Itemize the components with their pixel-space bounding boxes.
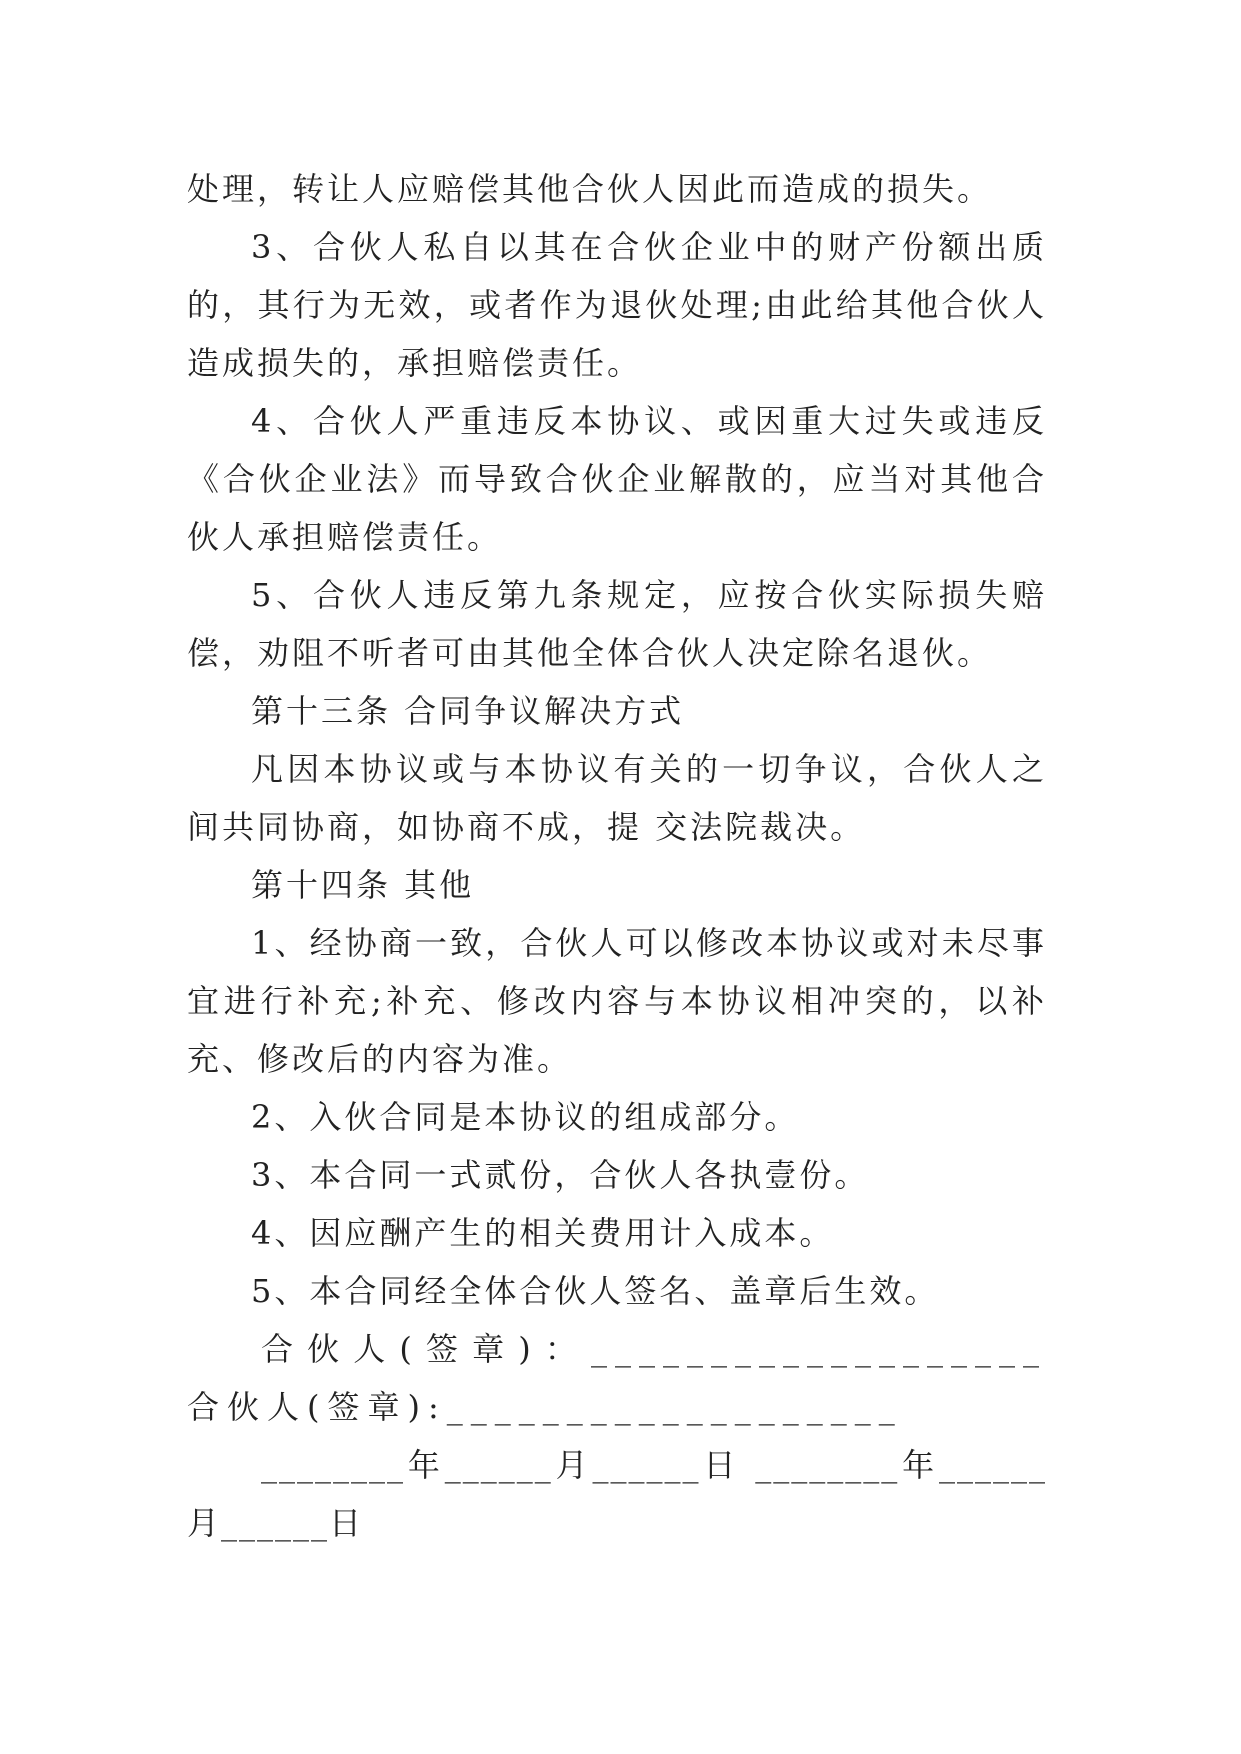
- paragraph-other-4: 4、因应酬产生的相关费用计入成本。: [251, 1214, 835, 1252]
- paragraph-item-5: 5、合伙人违反第九条规定，应按合伙实际损失赔偿，劝阻不听者可由其他全体合伙人决定除名退伙。: [187, 576, 1047, 672]
- paragraph-item-3: 3、合伙人私自以其在合伙企业中的财产份额出质的，其行为无效，或者作为退伙处理;由此给其他合伙人造成损失的，承担赔偿责任。: [187, 228, 1047, 382]
- date-line: ________年______月______日 ________年______月______日: [187, 1446, 1047, 1542]
- paragraph-other-5: 5、本合同经全体合伙人签名、盖章后生效。: [251, 1272, 940, 1310]
- article-14-heading: 第十四条 其他: [251, 866, 475, 904]
- paragraph-continuation: 处理，转让人应赔偿其他合伙人因此而造成的损失。: [187, 170, 993, 208]
- article-13-body: 凡因本协议或与本协议有关的一切争议，合伙人之间共同协商，如协商不成，提 交法院裁决。: [187, 750, 1047, 846]
- paragraph-other-3: 3、本合同一式贰份，合伙人各执壹份。: [251, 1156, 870, 1194]
- document-body: [187, 160, 1047, 1552]
- signature-line: 合伙人(签章)：___________________ 合伙人(签章):___________________: [187, 1330, 1047, 1426]
- paragraph-item-4: 4、合伙人严重违反本协议、或因重大过失或违反《合伙企业法》而导致合伙企业解散的，应当对其他合伙人承担赔偿责任。: [187, 402, 1047, 556]
- article-13-heading: 第十三条 合同争议解决方式: [251, 692, 685, 730]
- paragraph-other-1: 1、经协商一致，合伙人可以修改本协议或对未尽事宜进行补充;补充、修改内容与本协议相冲突的，以补充、修改后的内容为准。: [187, 924, 1047, 1078]
- paragraph-other-2: 2、入伙合同是本协议的组成部分。: [251, 1098, 800, 1136]
